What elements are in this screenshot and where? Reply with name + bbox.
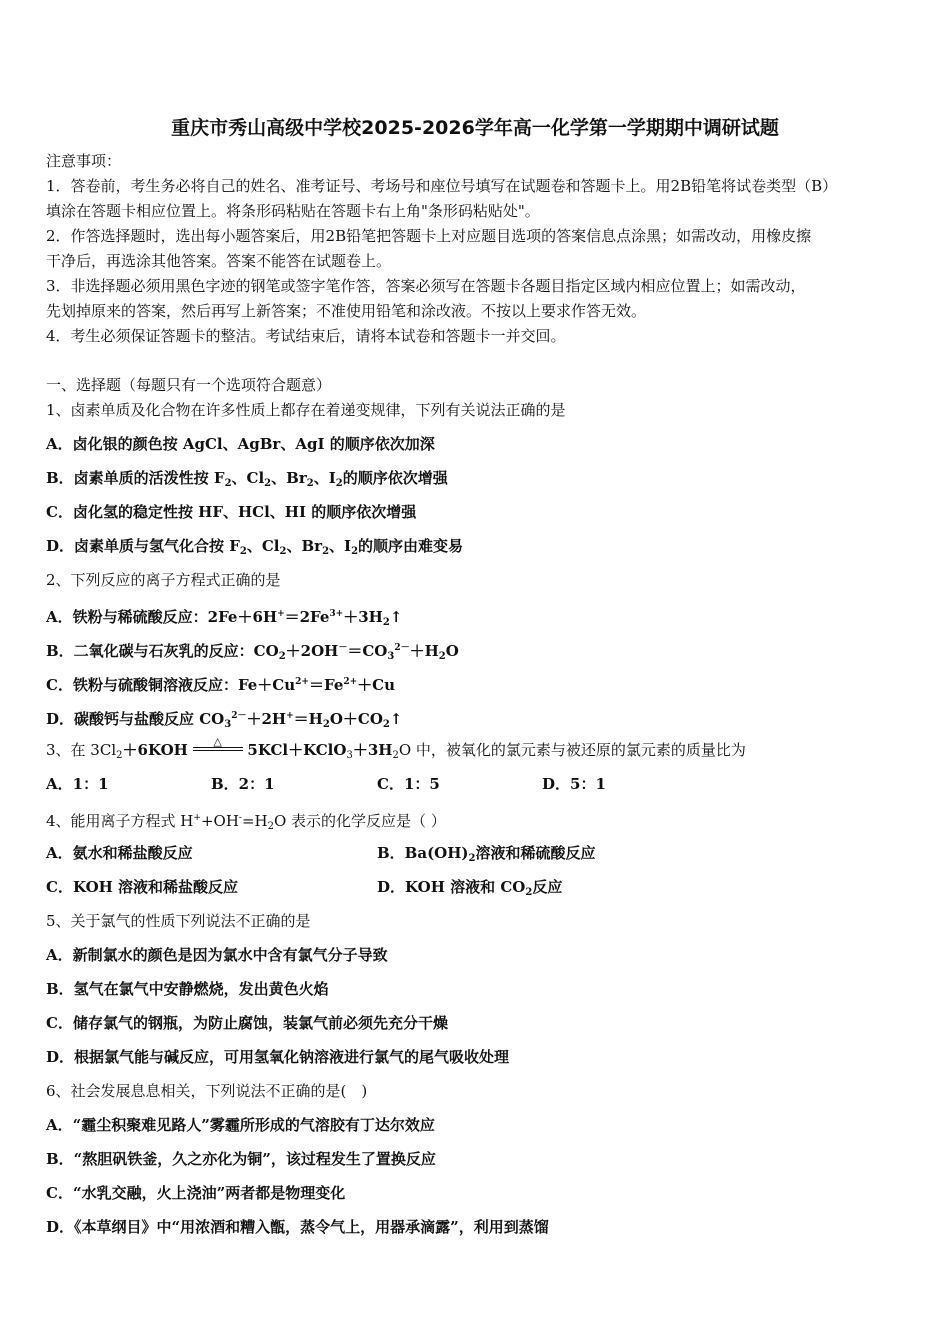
q2-option-d: D．碳酸钙与盐酸反应 $CO_3^{2-}+2H^+=H_2O+CO_2↑$ bbox=[46, 710, 403, 730]
q4-options-row-1 bbox=[46, 843, 906, 863]
notice-line-4: 干净后，再选涂其他答案。答案不能答在试题卷上。 bbox=[46, 252, 392, 270]
q4-option-b: B．$Ba(OH)_2$溶液和稀硫酸反应 bbox=[377, 844, 596, 864]
question-2-stem: 2、下列反应的离子方程式正确的是 bbox=[46, 571, 281, 589]
question-5-stem: 5、关于氯气的性质下列说法不正确的是 bbox=[46, 912, 311, 930]
q1-option-b: B．卤素单质的活泼性按 $F_2$、$Cl_2$、$Br_2$、$I_2$的顺序依次增强 bbox=[46, 469, 448, 489]
q3-options bbox=[46, 774, 906, 794]
notice-line-6: 先划掉原来的答案，然后再写上新答案；不准使用铅笔和涂改液。不按以上要求作答无效。 bbox=[46, 302, 647, 320]
q5-option-b: B．氢气在氯气中安静燃烧，发出黄色火焰 bbox=[46, 980, 329, 998]
q4-options-row-2 bbox=[46, 877, 906, 897]
notice-line-5: 3．非选择题必须用黑色字迹的钢笔或签字笔作答，答案必须写在答题卡各题目指定区域内相应位置上；如需改动， bbox=[46, 277, 806, 295]
q3-option-b: B．2：1 bbox=[211, 775, 275, 793]
q5-option-c: C．储存氯气的钢瓶，为防止腐蚀，装氯气前必须先充分干燥 bbox=[46, 1014, 448, 1032]
q6-option-b: B．“熬胆矾铁釜，久之亦化为铜”，该过程发生了置换反应 bbox=[46, 1150, 436, 1168]
q3-option-c: C．1：5 bbox=[377, 775, 440, 793]
notice-line-2: 填涂在答题卡相应位置上。将条形码粘贴在答题卡右上角"条形码粘贴处"。 bbox=[46, 202, 540, 220]
q3-option-a: A．1：1 bbox=[46, 775, 109, 793]
q1-option-d: D．卤素单质与氢气化合按 $F_2$、$Cl_2$、$Br_2$、$I_2$的顺序由难变易 bbox=[46, 537, 464, 557]
q1-option-a: A．卤化银的颜色按 AgCl、AgBr、AgI 的顺序依次加深 bbox=[46, 435, 435, 453]
q6-option-c: C．“水乳交融，火上浇油”两者都是物理变化 bbox=[46, 1184, 346, 1202]
q4-option-a: A．氨水和稀盐酸反应 bbox=[46, 844, 193, 862]
question-4-stem: 4、能用离子方程式 $H^++OH^-=H_2O$ 表示的化学反应是（ ） bbox=[46, 812, 446, 832]
q2-option-a: A．铁粉与稀硫酸反应：$2Fe+6H^+=2Fe^{3+}+3H_2↑$ bbox=[46, 608, 403, 628]
notice-line-1: 1．答卷前，考生务必将自己的姓名、准考证号、考场号和座位号填写在试题卷和答题卡上。用2B铅笔将试卷类型（B） bbox=[46, 177, 838, 195]
q6-option-d: D．《本草纲目》中“用浓酒和糟入甑，蒸令气上，用器承滴露”，利用到蒸馏 bbox=[46, 1218, 549, 1236]
q2-option-c: C．铁粉与硫酸铜溶液反应：$Fe+Cu^{2+}=Fe^{2+}+Cu$ bbox=[46, 676, 396, 694]
q4-option-c: C．KOH 溶液和稀盐酸反应 bbox=[46, 878, 239, 896]
heating-equals-sign: △ bbox=[193, 741, 243, 757]
q1-option-c: C．卤化氢的稳定性按 HF、HCl、HI 的顺序依次增强 bbox=[46, 503, 417, 521]
q4-option-d: D．KOH 溶液和 $CO_2$反应 bbox=[377, 878, 563, 898]
notice-line-3: 2．作答选择题时，选出每小题答案后，用2B铅笔把答题卡上对应题目选项的答案信息点涂黑；如需改动，用橡皮擦 bbox=[46, 227, 812, 245]
page-title: 重庆市秀山高级中学校2025-2026学年高一化学第一学期期中调研试题 bbox=[171, 117, 779, 139]
notice-heading: 注意事项： bbox=[46, 152, 122, 170]
notice-line-7: 4．考生必须保证答题卡的整洁。考试结束后，请将本试卷和答题卡一并交回。 bbox=[46, 327, 566, 345]
question-6-stem: 6、社会发展息息相关，下列说法不正确的是( ) bbox=[46, 1082, 368, 1100]
q2-option-b: B．二氧化碳与石灰乳的反应：$CO_2+2OH^-=CO_3^{2-}+H_2O$ bbox=[46, 642, 459, 662]
q5-option-d: D．根据氯气能与碱反应，可用氢氧化钠溶液进行氯气的尾气吸收处理 bbox=[46, 1048, 510, 1066]
q6-option-a: A．“霾尘积聚难见路人”雾霾所形成的气溶胶有丁达尔效应 bbox=[46, 1116, 435, 1134]
q5-option-a: A．新制氯水的颜色是因为氯水中含有氯气分子导致 bbox=[46, 946, 388, 964]
q3-option-d: D．5：1 bbox=[542, 775, 606, 793]
question-1-stem: 1、卤素单质及化合物在许多性质上都存在着递变规律，下列有关说法正确的是 bbox=[46, 401, 566, 419]
question-3-stem: 3、在 $3Cl_2+6KOH$ △ $5KCl+KClO_3+3H_2O$ 中，被氧化的氯元素与被还原的氯元素的质量比为 bbox=[46, 735, 746, 761]
section-heading: 一、选择题（每题只有一个选项符合题意） bbox=[46, 376, 332, 394]
